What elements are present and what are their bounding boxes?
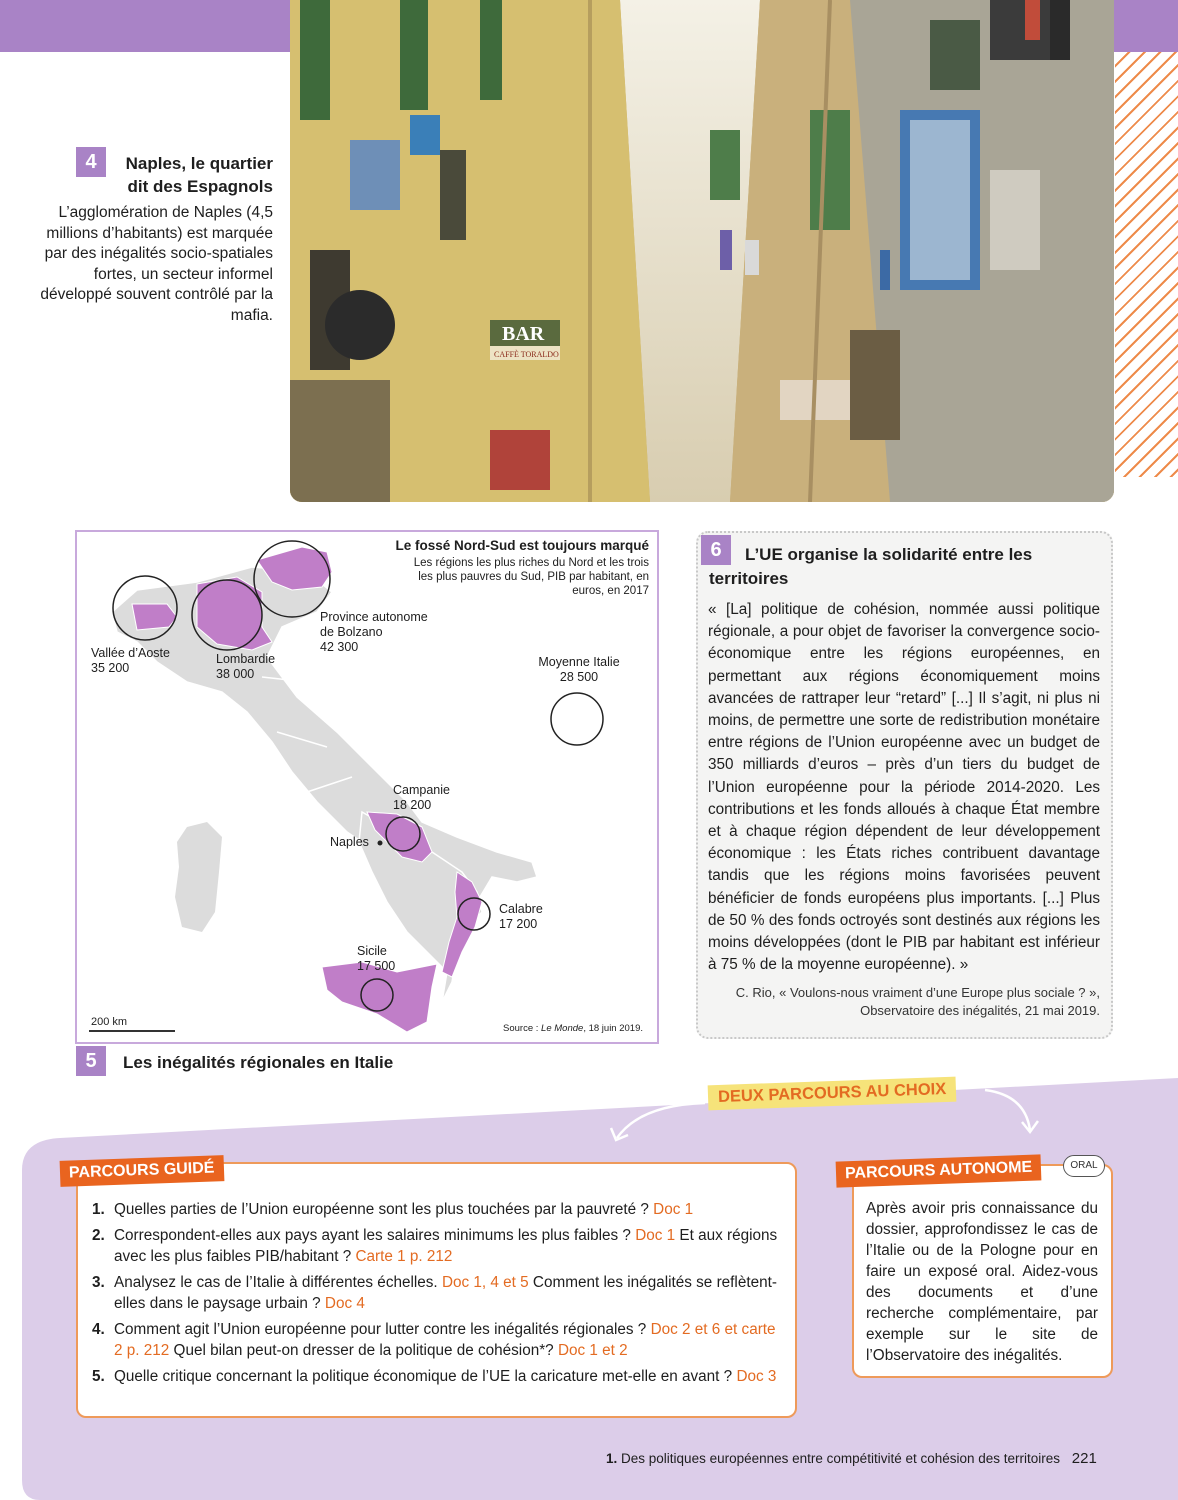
doc6-number-badge: 6 [701, 535, 731, 565]
naples-dot [378, 841, 383, 846]
bar-sign: BAR [502, 323, 545, 345]
doc4-number-badge: 4 [76, 147, 106, 177]
question-item: 3. Analysez le cas de l’Italie à différentes échelles. Doc 1, 4 et 5 Comment les inégalités se reflètent-elles dans le paysage urbain ? Doc 4 [92, 1274, 777, 1312]
doc6-quote: « [La] politique de cohésion, nommée aussi politique régionale, a pour objet de favoriser la convergence socio-économique entre les régions européennes, en permettant aux régions économiquement moins avancées de rattraper leur “retard” [...] Il s’agit, ni plus ni moins, de permettre une sorte de redistribution monétaire entre régions de l’Union européenne avec un budget de 350 milliards d’euros – près d’un tiers du budget de l’Union européenne pour la période 2014-2020. Les contributions et les fonds alloués à chaque État membre et à chaque région dépendent de leur développement économique : les États riches contribuent davantage tandis que les régions moins favorisées peuvent bénéficier de fonds européens plus importants. [...] Plus de 50 % des fonds octroyés sont destinés aux régions les moins développées (dont le PIB par habitant est inférieur à 75 % de la moyenne européenne). » [708, 601, 1100, 974]
parcours-autonome-text: Après avoir pris connaissance du dossier, approfondissez le cas de l’Italie ou de la Pologne pour en faire un exposé oral. Aidez-vous des documents et d’une recherche complémentaire, par exemple sur le site de l’Observatoire des inégalités. [866, 1200, 1098, 1364]
question-item: 1. Quelles parties de l’Union européenne sont les plus touchées par la pauvreté ? Doc 1 [92, 1201, 694, 1218]
doc4-title: Naples, le quartier dit des Espagnols [125, 154, 273, 196]
moyenne-circle [551, 693, 603, 745]
label-lombardie: Lombardie 38 000 [216, 652, 276, 681]
parcours-guide-tag: PARCOURS GUIDÉ [60, 1155, 224, 1187]
doc4-caption: L’agglomération de Naples (4,5 millions d’habitants) est marquée par des inégalités socio-spatiales fortes, un secteur informel développé souvent contrôlé par la mafia. [40, 204, 273, 324]
label-aoste: Vallée d’Aoste 35 200 [91, 646, 170, 675]
map-subtitle: Les régions les plus riches du Nord et les trois les plus pauvres du Sud, PIB par habitant, en euros, en 2017 [413, 557, 649, 597]
label-sicile: Sicile 17 500 [357, 944, 396, 973]
footer-chapter-title: Des politiques européennes entre compétitivité et cohésion des territoires [621, 1451, 1061, 1466]
map-scale-bar [89, 1030, 175, 1032]
question-item: 2. Correspondent-elles aux pays ayant les salaires minimums les plus faibles ? Doc 1 Et aux régions avec les plus faibles PIB/habitant ? Carte 1 p. 212 [92, 1227, 778, 1265]
doc6-title: L’UE organise la solidarité entre les territoires [709, 545, 1033, 588]
question-item: 5. Quelle critique concernant la politique économique de l’UE la caricature met-elle en avant ? Doc 3 [92, 1368, 777, 1385]
footer-chapter-number: 1. [606, 1451, 618, 1466]
question-list [92, 1199, 784, 1392]
cafe-sign: CAFFÈ TORALDO [494, 350, 559, 359]
doc5-title: Les inégalités régionales en Italie [123, 1053, 394, 1072]
doc6-citation: C. Rio, « Voulons-nous vraiment d’une Europe plus sociale ? », Observatoire des inégalités, 21 mai 2019. [735, 985, 1100, 1018]
map-scale: 200 km [91, 1016, 128, 1028]
page-number: 221 [1071, 1450, 1097, 1467]
italy-map [75, 530, 659, 1044]
page-footer [606, 1450, 1097, 1467]
doc5-number-badge: 5 [76, 1046, 106, 1076]
map-source: Source : Le Monde, 18 juin 2019. [503, 1023, 643, 1034]
map-title: Le fossé Nord-Sud est toujours marqué [395, 538, 649, 553]
label-campanie: Campanie 18 200 [393, 783, 450, 812]
parcours-autonome-tag: PARCOURS AUTONOME [836, 1154, 1042, 1187]
question-item: 4. Comment agit l’Union européenne pour lutter contre les inégalités régionales ? Doc 2 et 6 et carte 2 p. 212 Quel bilan peut-on dresser de la politique de cohésion*? Doc 1 et 2 [92, 1321, 776, 1359]
oral-badge: ORAL [1063, 1155, 1105, 1177]
label-naples: Naples [330, 835, 369, 849]
label-bolzano: Province autonome de Bolzano 42 300 [320, 610, 428, 654]
decorative-hatching [1115, 52, 1178, 477]
label-calabre: Calabre 17 200 [499, 902, 543, 931]
label-moyenne: Moyenne Italie 28 500 [538, 655, 620, 684]
choice-label: DEUX PARCOURS AU CHOIX [708, 1077, 957, 1111]
naples-street-photo [290, 0, 1114, 502]
